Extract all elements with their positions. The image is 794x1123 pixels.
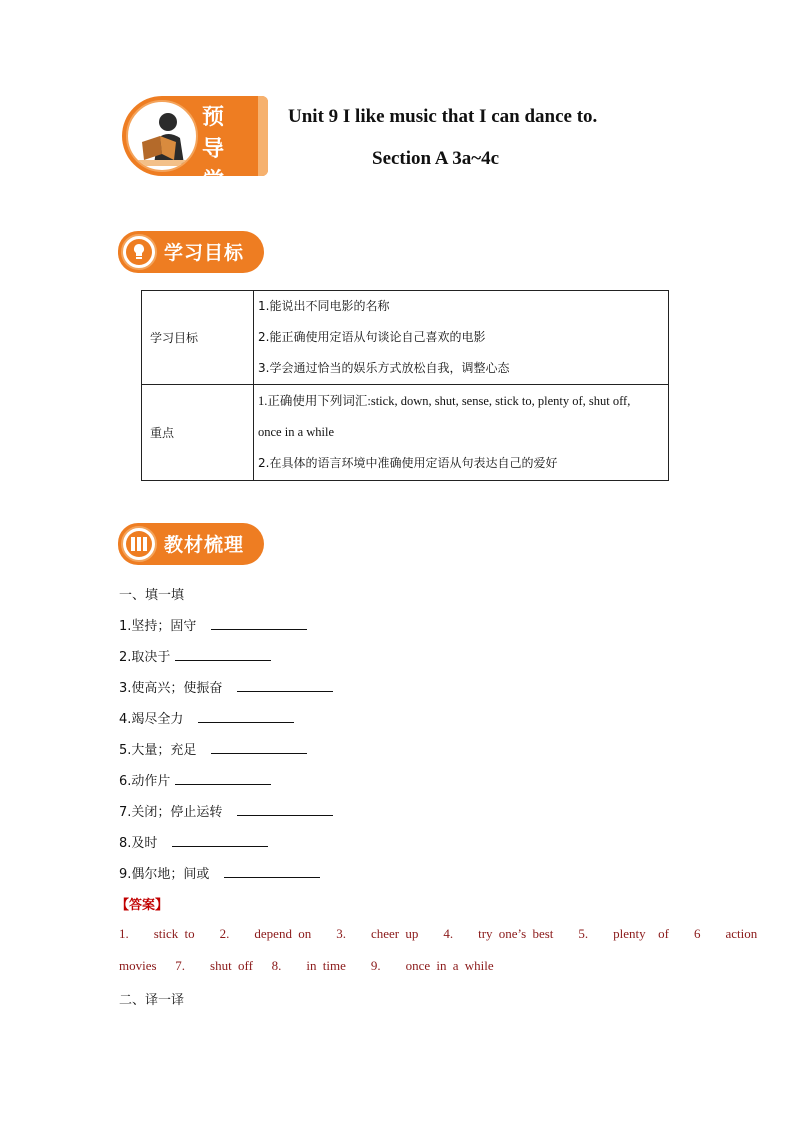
table-line: 3.学会通过恰当的娱乐方式放松自我，调整心态 [258,361,510,375]
table-line: 2.在具体的语言环境中准确使用定语从句表达自己的爱好 [258,456,558,470]
table-line: 2.能正确使用定语从句谈论自己喜欢的电影 [258,330,486,344]
reader-illustration-icon [126,100,198,172]
table-row-label: 重点 [142,385,254,481]
page-subtitle: Section A 3a~4c [372,148,500,169]
answer-blank[interactable] [198,709,294,723]
fill-in-item: 2.取决于 [119,646,271,665]
fill-in-item: 8.及时 [119,832,268,851]
fill-in-item: 6.动作片 [119,770,271,789]
goals-banner-label: 学习目标 [164,242,245,264]
material-banner-label: 教材梳理 [164,534,245,556]
badge-line-1: 预 导 [202,105,227,162]
fill-in-item: 3.使高兴；使振奋 [119,677,333,696]
badge-line-2: 学 航 [202,169,227,226]
answer-blank[interactable] [172,833,268,847]
answer-blank[interactable] [224,864,320,878]
page-title: Unit 9 I like music that I can dance to. [288,106,598,127]
answer-line-2: movies 7. shut off 8. in time 9. once in a while [119,958,494,973]
table-row-label: 学习目标 [142,291,254,385]
table-row [142,385,669,481]
fill-in-item: 5.大量；充足 [119,739,307,758]
answer-blank[interactable] [175,771,271,785]
badge-edge [258,96,268,176]
answer-label: 【答案】 [116,898,169,913]
table-row-content [254,291,669,385]
goals-table [141,290,669,481]
answer-blank[interactable] [237,802,333,816]
fill-in-heading: 一、填一填 [119,588,185,603]
fill-in-item: 1.坚持；固守 [119,615,307,634]
answer-line-1: 1. stick to 2. depend on 3. cheer up 4. try one’s best 5. plenty of 6 action [119,926,758,941]
answer-blank[interactable] [211,616,307,630]
table-row [142,291,669,385]
answer-blank[interactable] [175,647,271,661]
lightbulb-icon [121,234,157,270]
fill-in-item: 9.偶尔地；间或 [119,863,320,882]
answer-blank[interactable] [237,678,333,692]
table-line: 1.正确使用下列词汇:stick, down, shut, sense, stick to, plenty of, shut off, [258,394,631,408]
badge-text [202,102,256,230]
table-row-content [254,385,669,481]
fill-in-item: 4.竭尽全力 [119,708,294,727]
translate-heading: 二、译一译 [119,993,185,1008]
header-badge [122,96,272,226]
table-line: 1.能说出不同电影的名称 [258,299,390,313]
answer-blank[interactable] [211,740,307,754]
table-line: once in a while [258,425,335,439]
fill-in-item: 7.关闭；停止运转 [119,801,333,820]
books-icon [121,526,157,562]
